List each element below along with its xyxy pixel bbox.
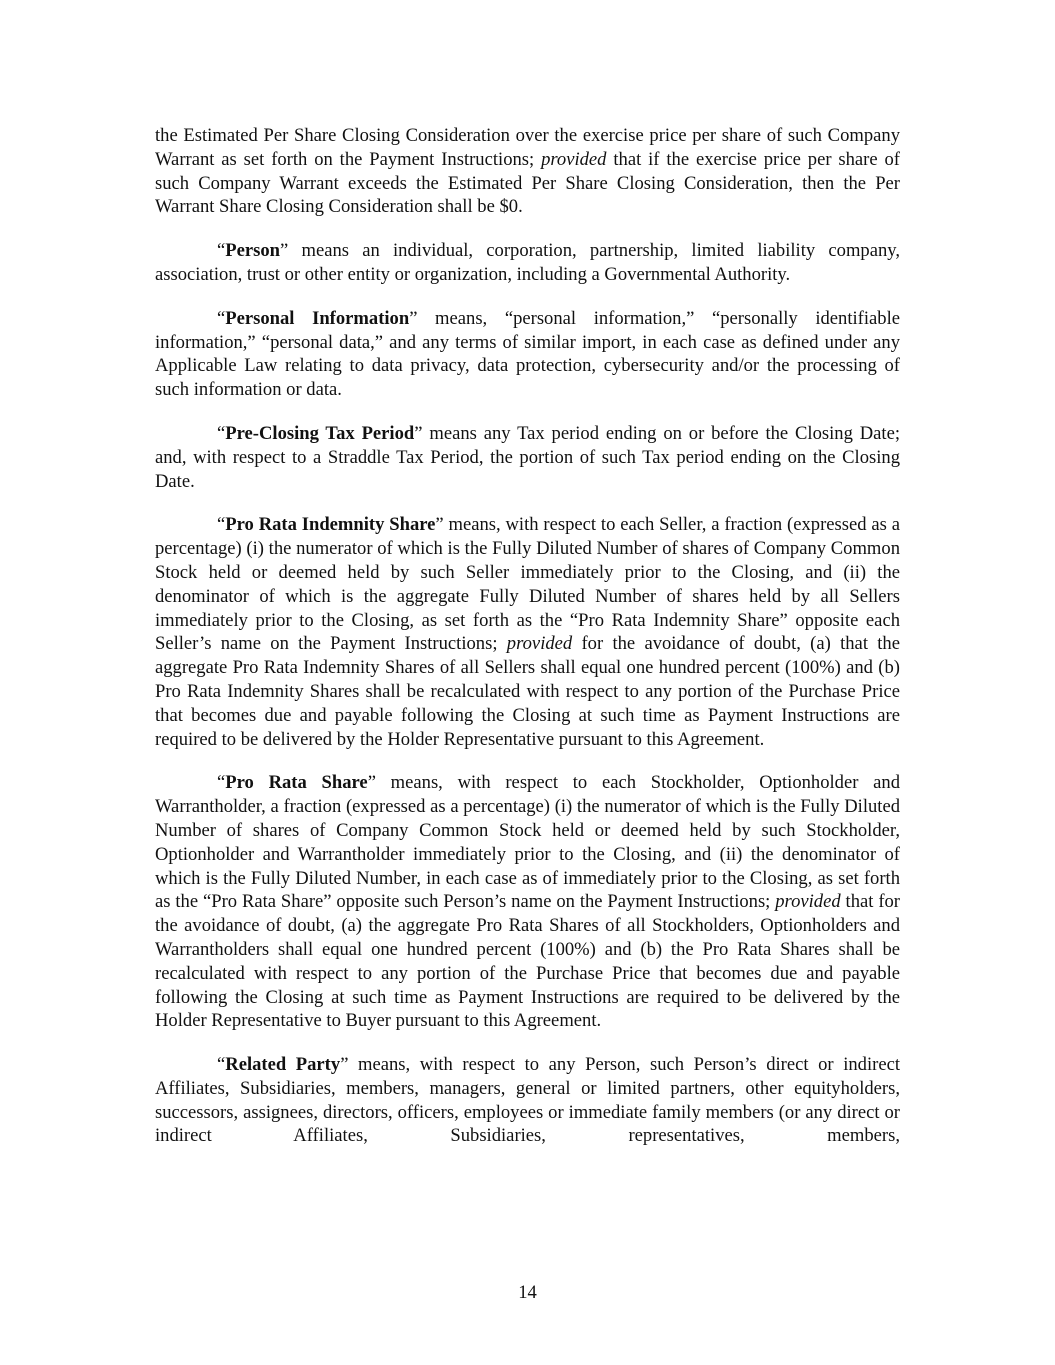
text-run: “ [217, 1054, 226, 1076]
text-run: “ [217, 514, 226, 536]
text-run: “ [217, 772, 226, 794]
text-run: ” means an individual, corporation, partnership, limited liability company, association, trust or other entity or organization, including a Governmental Authority. [155, 240, 900, 285]
text-run: the Estimated Per Share Closing Consideration over the exercise price per share of such Company Warrant as set forth on the Payment Instructions; [155, 125, 900, 170]
text-run-italic: provided [506, 633, 573, 655]
text-run: for the avoidance of doubt, (a) that the aggregate Pro Rata Indemnity Shares of all Sellers shall equal one hundred percent (100%) and (b) Pro Rata Indemnity Shares shall be recalculated with respect to any portion of the Purchase Price that becomes due and payable following the Closing at such time as Payment Instructions are required to be delivered by the Holder Representative pursuant to this Agreement. [155, 633, 900, 750]
definition-pro-rata-share [155, 771, 900, 1033]
text-run: that if the exercise price per share of such Company Warrant exceeds the Estimated Per Share Closing Consideration, then the Per Warrant Share Closing Consideration shall be $0. [155, 148, 900, 218]
text-run: that for the avoidance of doubt, (a) the aggregate Pro Rata Shares of all Stockholders, Optionholders and Warrantholders shall equal one hundred percent (100%) and (b) the Pro Rata Shares shall be recalculated with respect to any portion of the Purchase Price that becomes due and payable following the Closing at such time as Payment Instructions are required to be delivered by the Holder Representative to Buyer pursuant to this Agreement. [155, 891, 901, 1032]
defined-term: Pro Rata Share [225, 772, 368, 794]
paragraph-warrant-consideration [155, 124, 900, 219]
definition-related-party [155, 1053, 900, 1148]
definition-personal-information [155, 307, 900, 402]
text-run: ” means, with respect to any Person, such Person’s direct or indirect Affiliates, Subsidiaries, members, managers, general or limited partners, other equityholders, successors, assignees, directors, officers, employees or immediate family members (or any direct or indirect Affiliates, Subsidiaries, representatives, members, [155, 1054, 900, 1147]
text-run: “ [217, 240, 226, 262]
text-run: “ [217, 422, 226, 444]
text-run-italic: provided [541, 148, 607, 170]
defined-term: Pre-Closing Tax Period [225, 422, 415, 444]
text-run: ” means, “personal information,” “personally identifiable information,” “personal data,” and any terms of similar import, in each case as defined under any Applicable Law relating to data privacy, data protection, cybersecurity and/or the processing of such information or data. [155, 307, 900, 401]
text-run: ” means, with respect to each Stockholder, Optionholder and Warrantholder, a fraction (expressed as a percentage) (i) the numerator of which is the Fully Diluted Number of shares of Company Common Stock held or deemed held by such Stockholder, Optionholder and Warrantholder immediately prior to the Closing, and (ii) the denominator of which is the Fully Diluted Number, in each case as of immediately prior to the Closing, as set forth as the “Pro Rata Share” opposite such Person’s name on the Payment Instructions; [155, 772, 900, 913]
text-run: ” means any Tax period ending on or before the Closing Date; and, with respect to a Straddle Tax Period, the portion of such Tax period ending on the Closing Date. [155, 422, 900, 492]
text-run-italic: provided [775, 891, 841, 913]
document-body [155, 124, 900, 1168]
text-run: “ [217, 307, 226, 329]
defined-term: Person [225, 240, 281, 262]
page-number: 14 [518, 1282, 537, 1303]
text-run: ” means, with respect to each Seller, a fraction (expressed as a percentage) (i) the numerator of which is the Fully Diluted Number of shares of Company Common Stock held or deemed held by such Seller immediately prior to the Closing, and (ii) the denominator of which is the aggregate Fully Diluted Number of shares held by all Sellers immediately prior to the Closing, as set forth as the “Pro Rata Indemnity Share” opposite each Seller’s name on the Payment Instructions; [155, 514, 900, 655]
defined-term: Related Party [225, 1054, 341, 1076]
definition-pre-closing-tax-period [155, 422, 900, 493]
defined-term: Pro Rata Indemnity Share [225, 514, 436, 536]
definition-person [155, 239, 900, 287]
definition-pro-rata-indemnity-share [155, 513, 900, 751]
defined-term: Personal Information [225, 307, 410, 329]
